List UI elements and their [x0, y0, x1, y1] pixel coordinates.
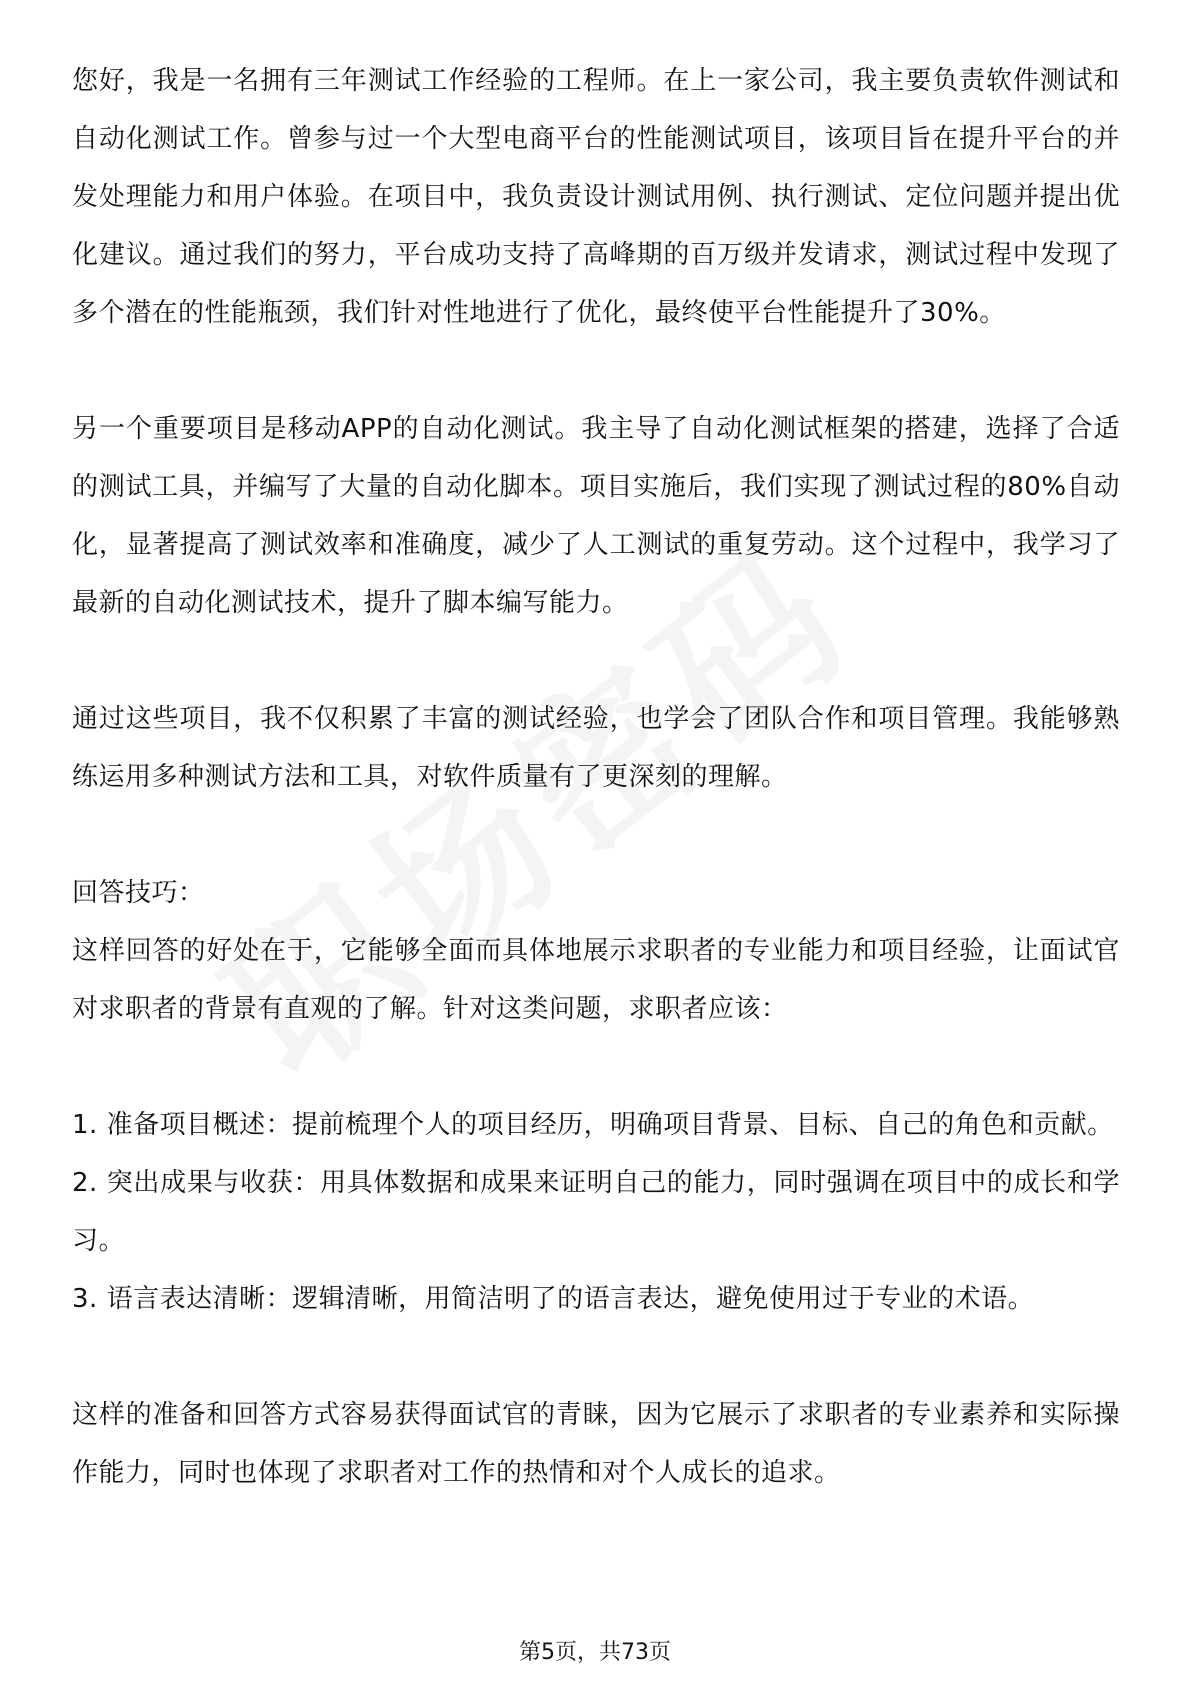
- list-item: 3. 语言表达清晰：逻辑清晰，用简洁明了的语言表达，避免使用过于专业的术语。: [72, 1284, 1035, 1314]
- paragraph-3: 通过这些项目，我不仅积累了丰富的测试经验，也学会了团队合作和项目管理。我能够熟练运用多种测试方法和工具，对软件质量有了更深刻的理解。: [72, 704, 1120, 792]
- paragraph-2: 另一个重要项目是移动APP的自动化测试。我主导了自动化测试框架的搭建，选择了合适的测试工具，并编写了大量的自动化脚本。项目实施后，我们实现了测试过程的80%自动化，显著提高了测试效率和准确度，减少了人工测试的重复劳动。这个过程中，我学习了最新的自动化测试技术，提升了脚本编写能力。: [72, 414, 1120, 618]
- list-item: 2. 突出成果与收获：用具体数据和成果来证明自己的能力，同时强调在项目中的成长和学习。: [72, 1168, 1120, 1256]
- list-item: 1. 准备项目概述：提前梳理个人的项目经历，明确项目背景、目标、自己的角色和贡献。: [72, 1110, 1114, 1140]
- conclusion-paragraph: 这样的准备和回答方式容易获得面试官的青睐，因为它展示了求职者的专业素养和实际操作能力，同时也体现了求职者对工作的热情和对个人成长的追求。: [72, 1400, 1120, 1488]
- tips-heading: 回答技巧：: [72, 878, 205, 908]
- tips-list: [72, 1096, 1120, 1328]
- document-body: [72, 52, 1120, 1560]
- tips-intro: 这样回答的好处在于，它能够全面而具体地展示求职者的专业能力和项目经验，让面试官对求职者的背景有直观的了解。针对这类问题，求职者应该：: [72, 936, 1120, 1024]
- tips-section: [72, 864, 1120, 1038]
- page-footer: 第5页，共73页: [519, 1640, 671, 1665]
- paragraph-1: 您好，我是一名拥有三年测试工作经验的工程师。在上一家公司，我主要负责软件测试和自动化测试工作。曾参与过一个大型电商平台的性能测试项目，该项目旨在提升平台的并发处理能力和用户体验。在项目中，我负责设计测试用例、执行测试、定位问题并提出优化建议。通过我们的努力，平台成功支持了高峰期的百万级并发请求，测试过程中发现了多个潜在的性能瓶颈，我们针对性地进行了优化，最终使平台性能提升了30%。: [72, 66, 1120, 328]
